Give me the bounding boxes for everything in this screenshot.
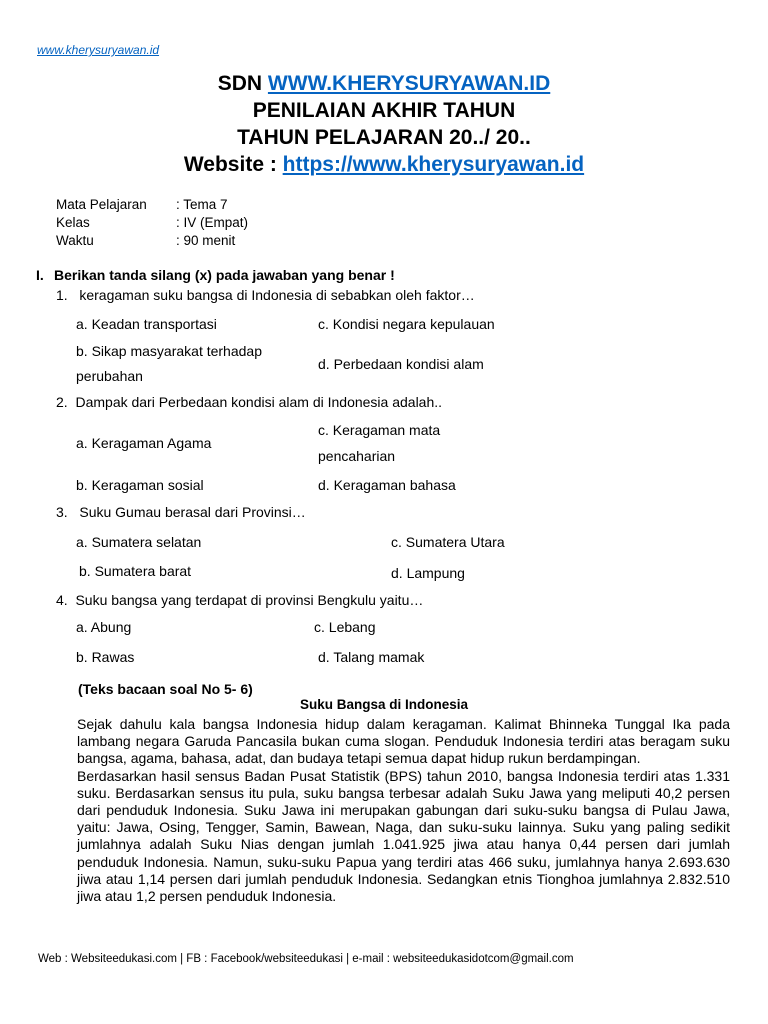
website-link[interactable]: https://www.kherysuryawan.id — [282, 153, 585, 176]
q2-option-d[interactable]: d. Keragaman bahasa — [318, 477, 456, 493]
page-footer: Web : Websiteedukasi.com | FB : Facebook/websiteedukasi | e-mail : websiteedukasidotcom@gmail.com — [38, 953, 574, 965]
q1-option-b-cont: perubahan — [76, 368, 143, 384]
section-number: I. — [36, 267, 44, 283]
question-text: Suku Gumau berasal dari Provinsi… — [79, 504, 306, 520]
header-website-link[interactable]: www.kherysuryawan.id — [37, 43, 160, 57]
meta-value: : 90 menit — [176, 233, 236, 248]
question-number: 3. — [56, 504, 68, 520]
meta-value: : IV (Empat) — [176, 215, 249, 230]
q1-option-b[interactable]: b. Sikap masyarakat terhadap — [76, 343, 262, 359]
q3-option-b[interactable]: b. Sumatera barat — [79, 563, 192, 579]
reading-label: (Teks bacaan soal No 5- 6) — [78, 681, 253, 697]
section-instruction — [36, 267, 395, 283]
q4-option-a[interactable]: a. Abung — [76, 619, 132, 635]
meta-key: Waktu — [56, 233, 94, 248]
school-year: TAHUN PELAJARAN 20../ 20.. — [237, 126, 531, 149]
q2-option-a[interactable]: a. Keragaman Agama — [76, 435, 212, 451]
question-number: 1. — [56, 287, 68, 303]
question-3 — [56, 504, 306, 520]
question-1 — [56, 287, 475, 303]
q1-option-d[interactable]: d. Perbedaan kondisi alam — [318, 356, 484, 372]
reading-passage — [77, 716, 730, 905]
q1-option-c[interactable]: c. Kondisi negara kepulauan — [318, 316, 495, 332]
meta-row-class — [56, 214, 248, 232]
meta-row-subject — [56, 196, 248, 214]
exam-meta — [56, 196, 248, 250]
question-number: 4. — [56, 592, 68, 608]
website-line — [0, 151, 768, 178]
exam-title — [0, 70, 768, 178]
question-text: Dampak dari Perbedaan kondisi alam di Indonesia adalah.. — [75, 394, 443, 410]
question-text: Suku bangsa yang terdapat di provinsi Bengkulu yaitu… — [75, 592, 424, 608]
school-link[interactable]: WWW.KHERYSURYAWAN.ID — [267, 72, 551, 95]
school-line — [0, 70, 768, 97]
exam-name: PENILAIAN AKHIR TAHUN — [252, 99, 516, 122]
q2-option-c[interactable]: c. Keragaman mata — [318, 422, 441, 438]
reading-paragraph-1: Sejak dahulu kala bangsa Indonesia hidup dalam keragaman. Kalimat Bhinneka Tunggal Ika pada lambang negara Garuda Pancasila bukan cuma slogan. Penduduk Indonesia terdiri atas beragam suku bangsa, agama, bahasa, adat, dan budaya tetapi semua dapat hidup rukun berdampingan. — [77, 716, 730, 767]
meta-value: : Tema 7 — [176, 197, 228, 212]
q2-option-b[interactable]: b. Keragaman sosial — [76, 477, 204, 493]
question-4 — [56, 592, 423, 608]
q3-option-d[interactable]: d. Lampung — [391, 565, 465, 581]
meta-key: Kelas — [56, 215, 90, 230]
meta-row-time — [56, 232, 248, 250]
website-prefix: Website : — [183, 153, 283, 176]
question-2 — [56, 394, 442, 410]
section-text: Berikan tanda silang (x) pada jawaban yang benar ! — [54, 267, 395, 283]
reading-title: Suku Bangsa di Indonesia — [299, 697, 469, 712]
school-prefix: SDN — [217, 72, 268, 95]
q4-option-b[interactable]: b. Rawas — [76, 649, 135, 665]
reading-paragraph-2: Berdasarkan hasil sensus Badan Pusat Statistik (BPS) tahun 2010, bangsa Indonesia terdiri atas 1.331 suku. Berdasarkan sensus itu pula, suku bangsa terbesar adalah Suku Jawa yang meliputi 40,2 persen dari penduduk Indonesia. Suku Jawa ini merupakan gabungan dari suku-suku bangsa di Pulau Jawa, yaitu: Jawa, Osing, Tengger, Samin, Bawean, Naga, dan suku-suku lainnya. Suku yang paling sedikit jumlahnya adalah Suku Nias dengan jumlah 1.041.925 jiwa atau hanya 0,44 persen dari jumlah penduduk Indonesia. Namun, suku-suku Papua yang terdiri atas 466 suku, jumlahnya hanya 2.693.630 jiwa atau 1,14 persen dari jumlah penduduk Indonesia. Sedangkan etnis Tionghoa jumlahnya 2.832.510 jiwa atau 1,2 persen penduduk Indonesia. — [77, 767, 730, 905]
q3-option-c[interactable]: c. Sumatera Utara — [391, 534, 505, 550]
meta-key: Mata Pelajaran — [56, 197, 147, 212]
question-text: keragaman suku bangsa di Indonesia di sebabkan oleh faktor… — [79, 287, 475, 303]
q2-option-c-cont: pencaharian — [318, 448, 396, 464]
q4-option-c[interactable]: c. Lebang — [314, 619, 376, 635]
question-number: 2. — [56, 394, 68, 410]
q1-option-a[interactable]: a. Keadan transportasi — [76, 316, 217, 332]
q4-option-d[interactable]: d. Talang mamak — [318, 649, 425, 665]
q3-option-a[interactable]: a. Sumatera selatan — [76, 534, 202, 550]
